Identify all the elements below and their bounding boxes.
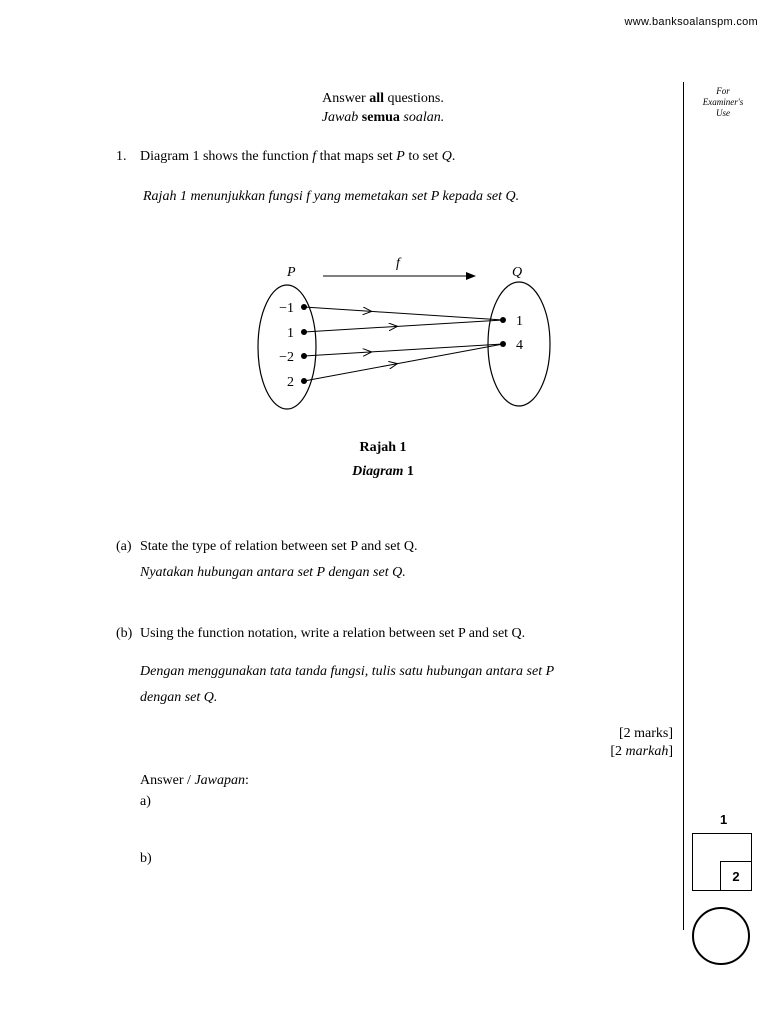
codomain-element-label: 1 [516, 314, 523, 329]
answer-label: Answer / Jawapan: [140, 773, 249, 788]
caption-en: Diagram 1 [352, 464, 414, 479]
part-a-ms: Nyatakan hubungan antara set P dengan set Q. [140, 565, 406, 580]
mapping-arrow [304, 320, 503, 332]
part-b-en: Using the function notation, write a relation between set P and set Q. [140, 626, 526, 641]
question-stem-en: Diagram 1 shows the function f that maps set P to set Q. [140, 149, 456, 164]
part-b-ms-line1: Dengan menggunakan tata tanda fungsi, tulis satu hubungan antara set P [140, 664, 555, 679]
domain-element-label: 2 [287, 375, 294, 390]
margin-question-number: 1 [720, 812, 728, 827]
examiner-use-label: For Examiner's Use [702, 86, 744, 118]
marks-en: [2 marks] [618, 726, 673, 741]
question-number: 1. [116, 149, 127, 164]
instructions-en: Answer all questions. [322, 91, 444, 106]
set-p-label: P [287, 265, 296, 280]
question-stem-ms: Rajah 1 menunjukkan fungsi f yang memetakan set P kepada set Q. [143, 189, 520, 204]
margin-divider [683, 82, 684, 930]
part-b-label: (b) [116, 626, 133, 641]
part-a-label: (a) [116, 539, 132, 554]
instructions-ms: Jawab semua soalan. [321, 110, 445, 125]
domain-element-label: −2 [279, 350, 294, 365]
marks-ms: [2 markah] [610, 744, 673, 759]
domain-element-label: −1 [279, 301, 294, 316]
domain-element-label: 1 [287, 326, 294, 341]
answer-b-label: b) [140, 851, 152, 866]
max-marks-box: 2 [720, 861, 751, 890]
arrow-diagram [250, 245, 570, 420]
caption-ms: Rajah 1 [359, 440, 407, 455]
part-b-ms-line2: dengan set Q. [140, 690, 218, 705]
answer-a-label: a) [140, 794, 151, 809]
set-q-label: Q [512, 265, 523, 280]
part-a-en: State the type of relation between set P and set Q. [140, 539, 418, 554]
score-circle [692, 907, 750, 965]
website-header: www.banksoalanspm.com [624, 16, 758, 28]
codomain-element-label: 4 [516, 338, 523, 353]
mapping-arrow [304, 307, 503, 320]
function-f-label: f [396, 256, 400, 271]
